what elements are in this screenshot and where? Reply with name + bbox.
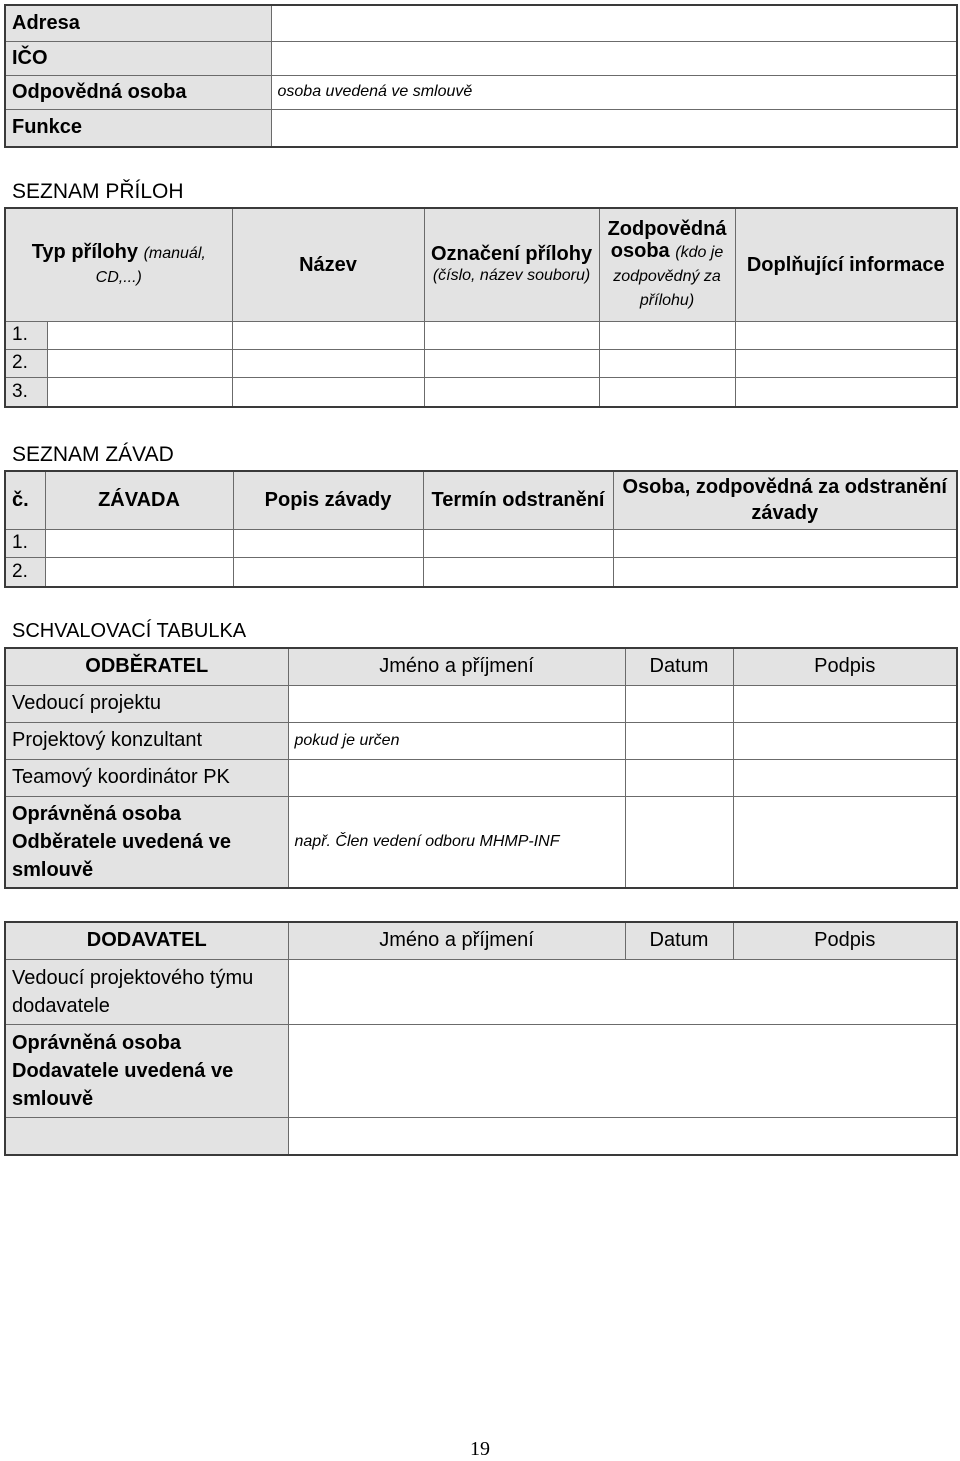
attachment-cell[interactable] (599, 377, 735, 407)
supplier-role-empty (5, 1117, 288, 1155)
defect-person-header: Osoba, zodpovědná za odstranění závady (613, 471, 957, 529)
attachment-row-number: 3. (5, 377, 47, 407)
customer-sign-header: Podpis (733, 648, 957, 685)
page-number: 19 (470, 1438, 490, 1460)
customer-sign-cell[interactable] (733, 759, 957, 796)
attachment-row-number: 1. (5, 321, 47, 349)
defect-cell[interactable] (45, 529, 233, 557)
defect-cell[interactable] (613, 557, 957, 587)
customer-role-coordinator: Teamový koordinátor PK (5, 759, 288, 796)
attachments-title: SEZNAM PŘÍLOH (12, 180, 184, 203)
function-value[interactable] (271, 109, 957, 147)
supplier-role-authorized: Oprávněná osoba Dodavatele uvedená ve smlouvě (5, 1024, 288, 1117)
customer-sign-cell[interactable] (733, 722, 957, 759)
defect-cell[interactable] (423, 529, 613, 557)
defect-cell[interactable] (423, 557, 613, 587)
supplier-sign-header: Podpis (733, 922, 957, 959)
customer-role-authorized: Oprávněná osoba Odběratele uvedená ve smlouvě (5, 796, 288, 888)
attachment-cell[interactable] (599, 349, 735, 377)
attachment-cell[interactable] (232, 377, 424, 407)
customer-date-header: Datum (625, 648, 733, 685)
defect-term-header: Termín odstranění (423, 471, 613, 529)
defect-description-header: Popis závady (233, 471, 423, 529)
supplier-name-header: Jméno a příjmení (288, 922, 625, 959)
customer-name-cell[interactable] (288, 759, 625, 796)
defects-table (4, 470, 958, 588)
attachment-name-header: Název (232, 208, 424, 321)
supplier-header: DODAVATEL (5, 922, 288, 959)
defect-cell[interactable] (233, 557, 423, 587)
defect-cell[interactable] (45, 557, 233, 587)
ico-value[interactable] (271, 41, 957, 75)
attachment-cell[interactable] (735, 377, 957, 407)
attachment-cell[interactable] (424, 321, 599, 349)
supplier-role-team-lead: Vedoucí projektového týmu dodavatele (5, 959, 288, 1024)
supplier-approval-table (4, 921, 958, 1156)
responsible-person-label: Odpovědná osoba (5, 75, 271, 109)
approval-title: SCHVALOVACÍ TABULKA (12, 620, 247, 642)
customer-name-cell[interactable] (288, 685, 625, 722)
customer-name-cell[interactable]: pokud je určen (288, 722, 625, 759)
defects-title: SEZNAM ZÁVAD (12, 443, 174, 466)
address-value[interactable] (271, 5, 957, 41)
customer-date-cell[interactable] (625, 759, 733, 796)
contact-info-table (4, 4, 958, 148)
defect-number-header: č. (5, 471, 45, 529)
defect-cell[interactable] (613, 529, 957, 557)
attachment-cell[interactable] (735, 321, 957, 349)
supplier-signature-cell[interactable] (288, 959, 957, 1024)
attachment-mark-header: Označení přílohy (číslo, název souboru) (424, 208, 599, 321)
attachment-cell[interactable] (599, 321, 735, 349)
attachment-type-header: Typ přílohy (manuál, CD,...) (5, 208, 232, 321)
customer-date-cell[interactable] (625, 722, 733, 759)
attachment-extra-header: Doplňující informace (735, 208, 957, 321)
attachment-row-number: 2. (5, 349, 47, 377)
attachment-cell[interactable] (47, 377, 232, 407)
attachment-cell[interactable] (424, 377, 599, 407)
customer-date-cell[interactable] (625, 796, 733, 888)
supplier-signature-cell[interactable] (288, 1024, 957, 1117)
attachment-cell[interactable] (232, 321, 424, 349)
defect-cell[interactable] (233, 529, 423, 557)
supplier-signature-cell[interactable] (288, 1117, 957, 1155)
ico-label: IČO (5, 41, 271, 75)
attachment-cell[interactable] (735, 349, 957, 377)
customer-header: ODBĚRATEL (5, 648, 288, 685)
customer-sign-cell[interactable] (733, 685, 957, 722)
attachment-cell[interactable] (424, 349, 599, 377)
responsible-person-value[interactable]: osoba uvedená ve smlouvě (271, 75, 957, 109)
supplier-date-header: Datum (625, 922, 733, 959)
customer-role-project-lead: Vedoucí projektu (5, 685, 288, 722)
attachments-table (4, 207, 958, 408)
attachment-cell[interactable] (47, 349, 232, 377)
attachment-cell[interactable] (47, 321, 232, 349)
defect-row-number: 2. (5, 557, 45, 587)
customer-name-cell[interactable]: např. Člen vedení odboru MHMP-INF (288, 796, 625, 888)
defect-header: ZÁVADA (45, 471, 233, 529)
attachment-responsible-header: Zodpovědná osoba (kdo je zodpovědný za přílohu) (599, 208, 735, 321)
address-label: Adresa (5, 5, 271, 41)
customer-date-cell[interactable] (625, 685, 733, 722)
defect-row-number: 1. (5, 529, 45, 557)
customer-name-header: Jméno a příjmení (288, 648, 625, 685)
customer-role-consultant: Projektový konzultant (5, 722, 288, 759)
customer-sign-cell[interactable] (733, 796, 957, 888)
attachment-cell[interactable] (232, 349, 424, 377)
customer-approval-table (4, 647, 958, 889)
function-label: Funkce (5, 109, 271, 147)
